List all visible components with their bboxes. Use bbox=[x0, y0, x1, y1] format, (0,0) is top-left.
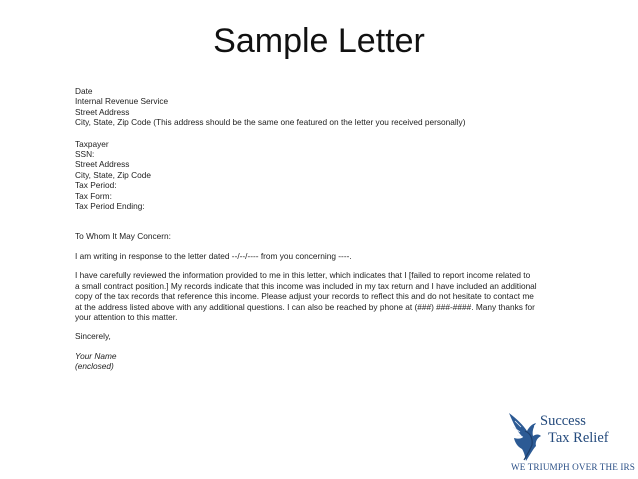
tax-period-line: Tax Period: bbox=[75, 180, 117, 191]
page-title: Sample Letter bbox=[213, 22, 425, 60]
body-line: your attention to this matter. bbox=[75, 311, 178, 322]
recipient-name: Internal Revenue Service bbox=[75, 96, 169, 107]
taxpayer-street: Street Address bbox=[75, 159, 130, 170]
logo-name-line2: Tax Relief bbox=[548, 430, 609, 446]
intro-paragraph: I am writing in response to the letter dated --/--/---- from you concerning ----. bbox=[75, 250, 352, 261]
closing: Sincerely, bbox=[75, 331, 111, 342]
recipient-city: City, State, Zip Code (This address should be the same one featured on the letter you received personally) bbox=[75, 117, 466, 128]
salutation: To Whom It May Concern: bbox=[75, 231, 171, 242]
signature-name: Your Name bbox=[75, 350, 117, 361]
recipient-street: Street Address bbox=[75, 106, 130, 117]
enclosure-note: (enclosed) bbox=[75, 361, 114, 372]
tax-period-ending-line: Tax Period Ending: bbox=[75, 201, 145, 212]
date-line: Date bbox=[75, 86, 93, 96]
body-line: at the address listed above with any additional questions. I can also be reached by phone at (###) ###-####. Many thanks for bbox=[75, 301, 535, 312]
tax-form-line: Tax Form: bbox=[75, 190, 112, 201]
letter-body bbox=[75, 86, 555, 372]
logo-name-line1: Success bbox=[540, 413, 586, 429]
body-line: copy of the tax records that reference this income. Please adjust your records to reflect this and do not hesitate to contact me bbox=[75, 291, 534, 302]
logo-tagline: WE TRIUMPH OVER THE IRS bbox=[511, 462, 635, 472]
ssn-line: SSN: bbox=[75, 149, 95, 160]
body-line: I have carefully reviewed the information provided to me in this letter, which indicates that I [failed to report income related to bbox=[75, 270, 531, 281]
taxpayer-city: City, State, Zip Code bbox=[75, 169, 151, 180]
body-line: a small contract position.] My records indicate that this income was included in my tax return and I have included an additional bbox=[75, 280, 537, 291]
taxpayer-line: Taxpayer bbox=[75, 138, 109, 149]
